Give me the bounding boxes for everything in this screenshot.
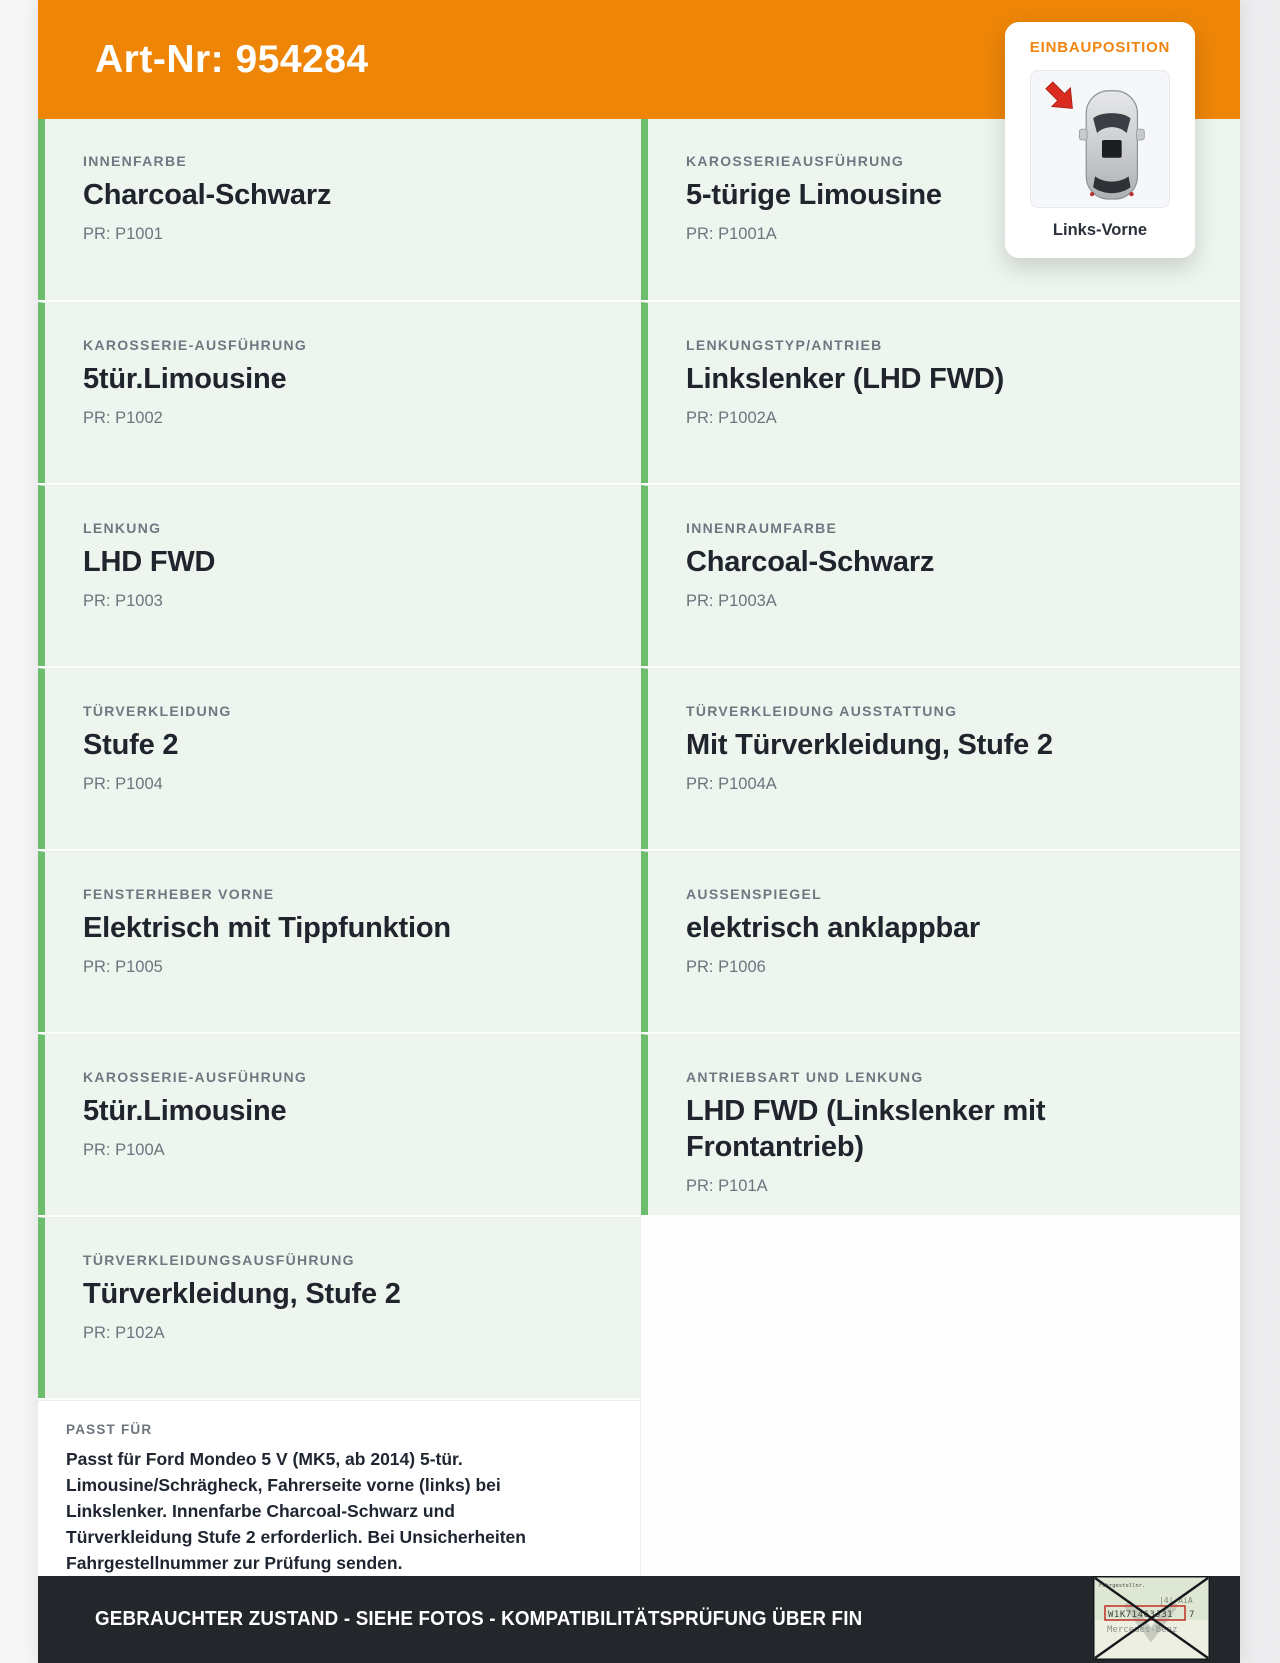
stamp-doc-label: Fahrgestellnr.: [1099, 1583, 1146, 1589]
spec-label: TÜRVERKLEIDUNG AUSSTATTUNG: [686, 703, 958, 719]
spec-pr-code: PR: P1004A: [686, 775, 777, 793]
spec-pr-code: PR: P1004: [83, 775, 163, 793]
spec-label: TÜRVERKLEIDUNG: [83, 703, 232, 719]
condition-notice: GEBRAUCHTER ZUSTAND - SIEHE FOTOS - KOMPATIBILITÄTSPRÜFUNG ÜBER FIN: [95, 1608, 863, 1630]
spec-columns: [38, 119, 1240, 1576]
spec-pr-code: PR: P1003A: [686, 592, 777, 610]
spec-card: [38, 1217, 640, 1398]
car-mirror-right: [1136, 129, 1144, 140]
spec-value: Linkslenker (LHD FWD): [686, 363, 1005, 395]
spec-value: LHD FWD: [83, 546, 216, 578]
spec-label: INNENFARBE: [83, 153, 188, 169]
spec-label: AUSSENSPIEGEL: [686, 886, 822, 902]
spec-card: [641, 851, 1240, 1032]
spec-value: Charcoal-Schwarz: [83, 179, 332, 211]
spec-value: LHD FWD (Linkslenker mit Frontantrieb): [686, 1095, 1046, 1163]
spec-label: KAROSSERIEAUSFÜHRUNG: [686, 153, 905, 169]
red-arrow-front-left-icon: [1046, 82, 1073, 109]
spec-card: [641, 1034, 1240, 1215]
stamp-fin-suffix: 7: [1189, 1610, 1195, 1620]
einbauposition-value: Links-Vorne: [1052, 221, 1148, 239]
spec-value: Charcoal-Schwarz: [686, 546, 935, 578]
spec-pr-code: PR: P100A: [83, 1141, 165, 1159]
spec-pr-code: PR: P1001: [83, 225, 163, 243]
passt-fuer-card: [38, 1400, 640, 1576]
spec-card: [38, 668, 640, 849]
spec-value: Mit Türverkleidung, Stufe 2: [686, 729, 1053, 761]
spec-card: [38, 119, 640, 300]
article-number-title: Art-Nr: 954284: [95, 37, 369, 81]
spec-label: INNENRAUMFARBE: [686, 520, 838, 536]
spec-card: [641, 302, 1240, 483]
passt-fuer-text: Passt für Ford Mondeo 5 V (MK5, ab 2014) 5-tür. Limousine/Schrägheck, Fahrerseite vorne (links) bei Linkslenker. Innenfarbe Charcoal-Schwarz und Türverkleidung Stufe 2 erforderlich. Bei Unsicherheiten Fahrgestellnummer zur Prüfung senden.: [66, 1449, 526, 1573]
spec-pr-code: PR: P1006: [686, 958, 766, 976]
einbauposition-label: EINBAUPOSITION: [1029, 39, 1171, 56]
crossed-registration-document-icon: [1093, 1576, 1210, 1660]
spec-value: 5-türige Limousine: [686, 179, 942, 211]
spec-pr-code: PR: P101A: [686, 1177, 768, 1195]
spec-value: 5tür.Limousine: [83, 363, 287, 395]
spec-label: KAROSSERIE-AUSFÜHRUNG: [83, 337, 308, 353]
spec-card: [38, 485, 640, 666]
spec-value: elektrisch anklappbar: [686, 912, 980, 944]
spec-column-left: [38, 119, 640, 1576]
spec-column-right: [640, 119, 1240, 1576]
car-top-view-icon: [1039, 75, 1161, 203]
spec-pr-code: PR: P102A: [83, 1324, 165, 1342]
stamp-fin: W1K71463J31: [1108, 1610, 1174, 1620]
spec-pr-code: PR: P1002A: [686, 409, 777, 427]
stamp-handwriting: |4| AiA: [1159, 1596, 1193, 1605]
stamp-brand: Mercedes-Benz: [1107, 1625, 1178, 1635]
spec-label: KAROSSERIE-AUSFÜHRUNG: [83, 1069, 308, 1085]
spec-card: [641, 668, 1240, 849]
spec-value: Elektrisch mit Tippfunktion: [83, 912, 451, 944]
spec-card: [38, 851, 640, 1032]
car-position-image: [1030, 70, 1170, 208]
car-mirror-left: [1079, 129, 1087, 140]
spec-label: LENKUNG: [83, 520, 162, 536]
spec-value: Türverkleidung, Stufe 2: [83, 1278, 401, 1310]
spec-pr-code: PR: P1005: [83, 958, 163, 976]
footer-bar: [38, 1576, 1240, 1663]
spec-value: Stufe 2: [83, 729, 179, 761]
spec-pr-code: PR: P1002: [83, 409, 163, 427]
spec-label: LENKUNGSTYP/ANTRIEB: [686, 337, 883, 353]
spec-pr-code: PR: P1001A: [686, 225, 777, 243]
spec-label: TÜRVERKLEIDUNGSAUSFÜHRUNG: [83, 1252, 355, 1268]
spec-card: [38, 302, 640, 483]
spec-label: ANTRIEBSART UND LENKUNG: [686, 1069, 924, 1085]
spec-pr-code: PR: P1003: [83, 592, 163, 610]
einbauposition-card: [1005, 22, 1195, 258]
spec-card: [641, 485, 1240, 666]
passt-fuer-label: PASST FÜR: [66, 1422, 153, 1437]
spec-label: FENSTERHEBER VORNE: [83, 886, 275, 902]
spec-value: 5tür.Limousine: [83, 1095, 287, 1127]
spec-card: [38, 1034, 640, 1215]
